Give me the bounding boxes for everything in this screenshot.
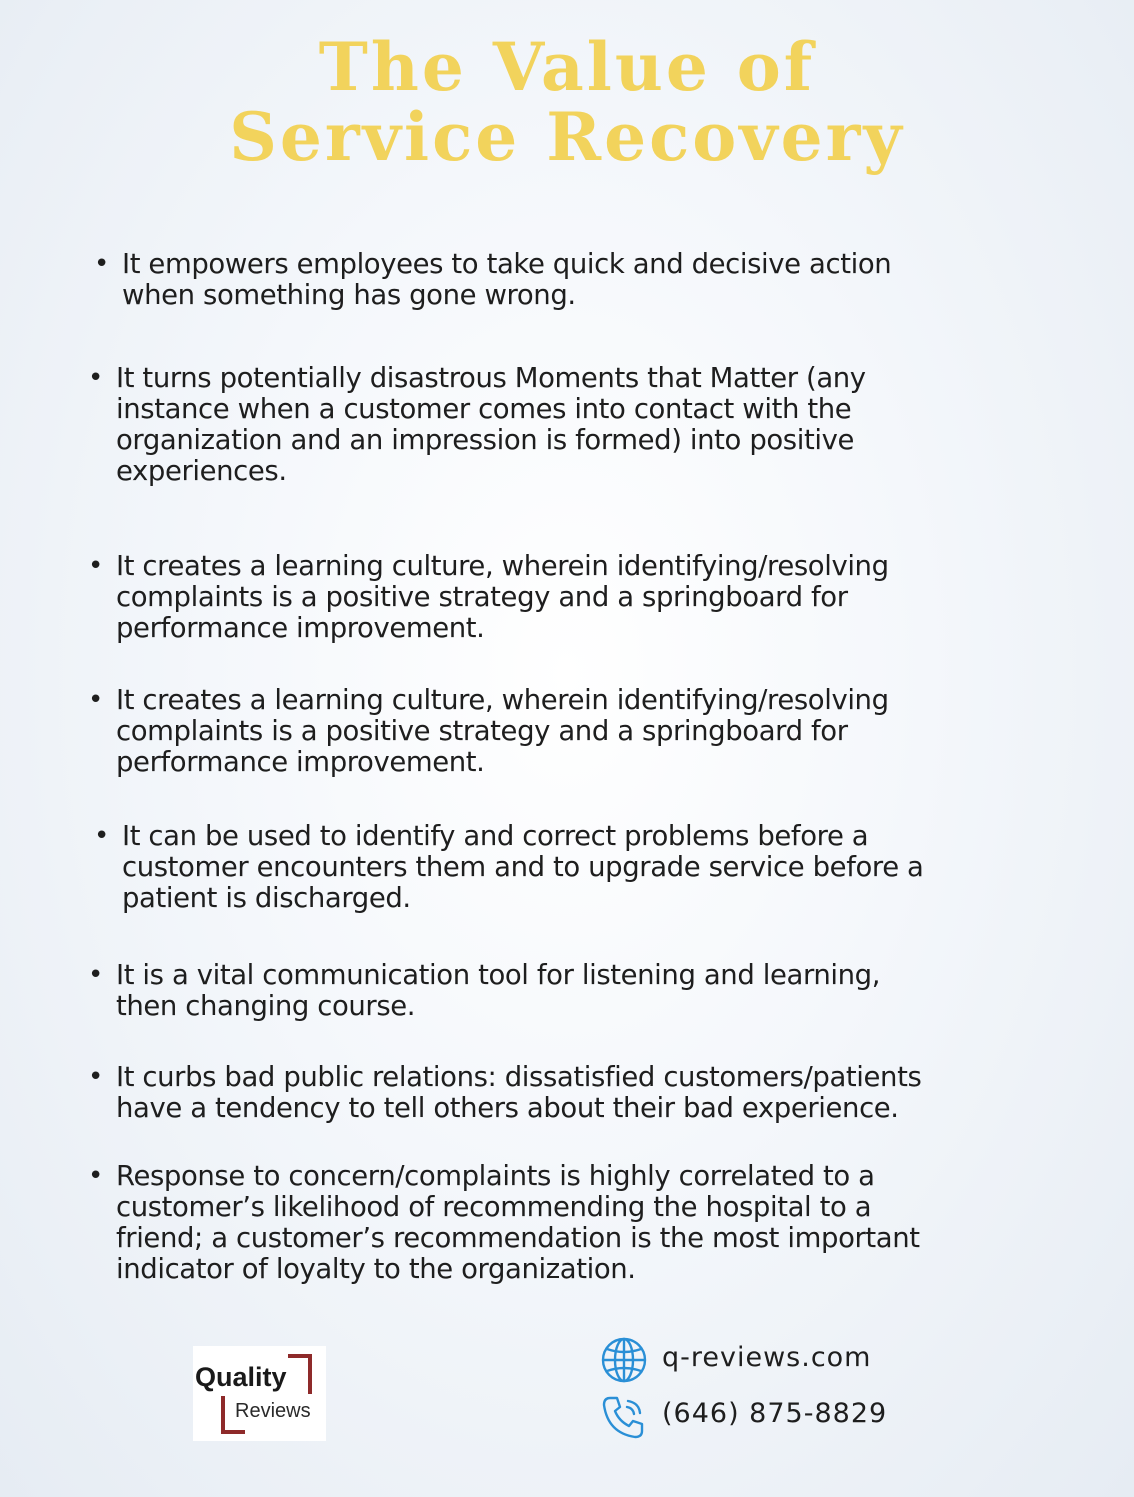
title-line-1: The Value of — [318, 28, 816, 106]
bullet-line: performance improvement. — [116, 746, 485, 778]
bullet-line: have a tendency to tell others about their bad experience. — [116, 1092, 899, 1124]
bullet-item — [88, 362, 1076, 487]
bullet-line: instance when a customer comes into contact with the — [116, 393, 852, 425]
phone-icon — [600, 1393, 648, 1441]
bullet-item — [88, 1160, 1076, 1285]
bullet-item — [94, 248, 1082, 311]
bullet-marker: • — [88, 685, 103, 715]
bullet-item — [88, 959, 1076, 1022]
bullet-line: It is a vital communication tool for listening and learning, — [116, 959, 881, 991]
bullet-marker: • — [88, 363, 103, 393]
bullet-line: performance improvement. — [116, 612, 485, 644]
bullet-line: It can be used to identify and correct problems before a — [122, 820, 869, 852]
phone-number[interactable]: (646) 875-8829 — [662, 1398, 888, 1429]
bullet-line: when something has gone wrong. — [122, 279, 576, 311]
bullet-marker: • — [88, 1161, 103, 1191]
bullet-item — [88, 550, 1076, 644]
bullet-line: It curbs bad public relations: dissatisfied customers/patients — [116, 1061, 922, 1093]
bullet-marker: • — [88, 960, 103, 990]
page-title — [0, 28, 1134, 176]
bullet-line: then changing course. — [116, 990, 416, 1022]
quality-reviews-logo — [193, 1346, 326, 1441]
bullet-line: organization and an impression is formed) into positive — [116, 424, 854, 456]
bullet-line: indicator of loyalty to the organization. — [116, 1253, 636, 1285]
bullet-line: It empowers employees to take quick and decisive action — [122, 248, 892, 280]
bullet-line: experiences. — [116, 455, 287, 487]
bullet-line: customer’s likelihood of recommending the hospital to a — [116, 1191, 872, 1223]
bullet-line: patient is discharged. — [122, 882, 411, 914]
bullet-marker: • — [88, 1062, 103, 1092]
bullet-marker: • — [94, 821, 109, 851]
logo-bracket-top-right — [288, 1354, 312, 1394]
bullet-line: It turns potentially disastrous Moments that Matter (any — [116, 362, 866, 394]
bullet-marker: • — [88, 551, 103, 581]
bullet-line: Response to concern/complaints is highly correlated to a — [116, 1160, 875, 1192]
bullet-item — [94, 820, 1082, 914]
title-line-2: Service Recovery — [229, 98, 905, 176]
bullet-line: It creates a learning culture, wherein identifying/resolving — [116, 550, 889, 582]
bullet-line: complaints is a positive strategy and a springboard for — [116, 715, 848, 747]
bullet-line: customer encounters them and to upgrade service before a — [122, 851, 924, 883]
logo-text-reviews: Reviews — [235, 1400, 311, 1422]
website-link[interactable]: q-reviews.com — [662, 1342, 872, 1373]
bullet-line: friend; a customer’s recommendation is the most important — [116, 1222, 920, 1254]
bullet-item — [88, 684, 1076, 778]
bullet-marker: • — [94, 249, 109, 279]
bullet-line: It creates a learning culture, wherein identifying/resolving — [116, 684, 889, 716]
bullet-line: complaints is a positive strategy and a springboard for — [116, 581, 848, 613]
bullet-item — [88, 1061, 1076, 1124]
globe-icon — [600, 1336, 648, 1384]
logo-text-quality: Quality — [195, 1362, 287, 1392]
